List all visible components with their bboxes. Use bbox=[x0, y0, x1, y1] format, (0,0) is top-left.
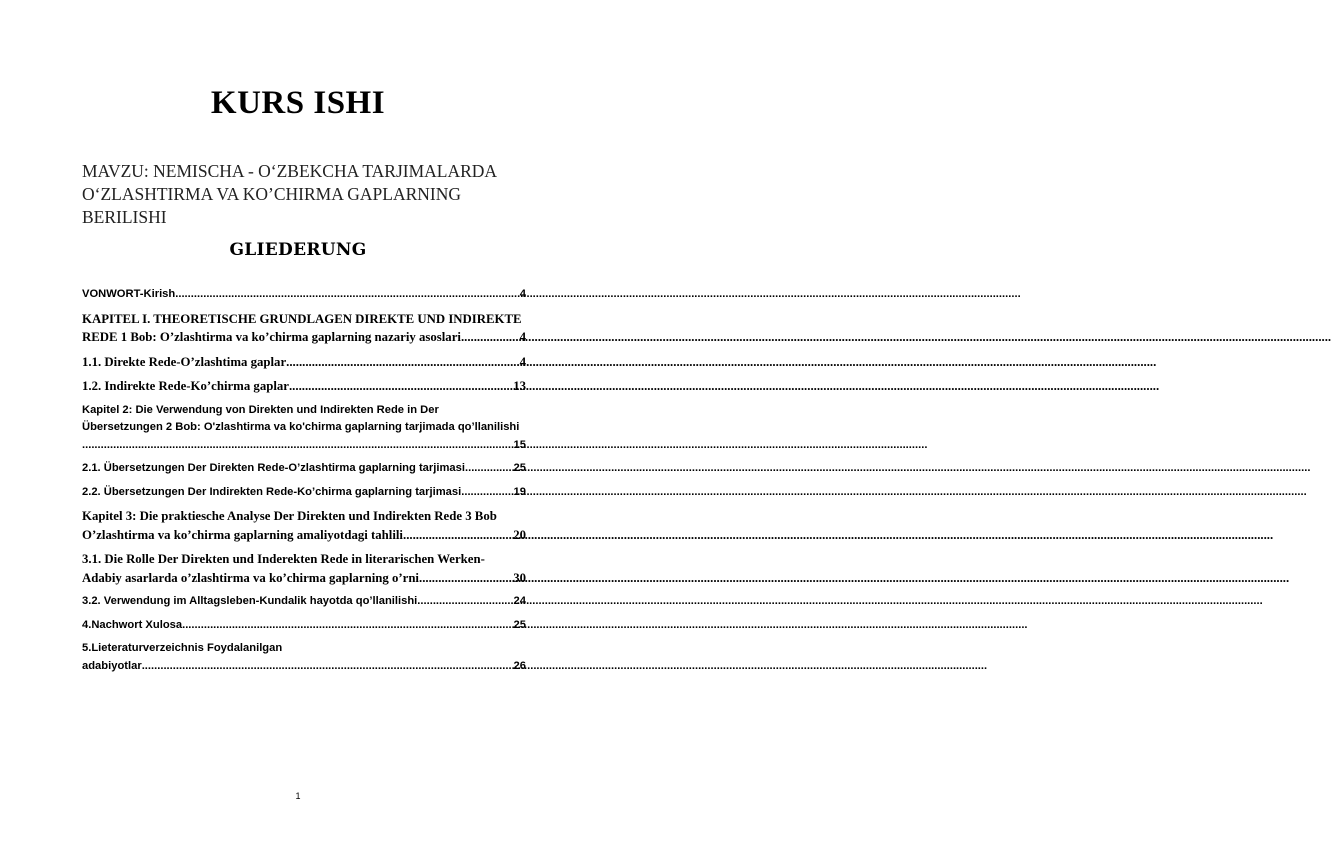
toc-entry-text: VONWORT-Kirish bbox=[82, 288, 176, 300]
page-number: 1 bbox=[295, 791, 301, 801]
toc-entry-leader-line bbox=[82, 286, 526, 304]
toc-entry-text: 4.Nachwort Xulosa bbox=[82, 618, 183, 631]
topic-line: BERILISHI bbox=[82, 207, 167, 227]
toc-entry-leader-line bbox=[82, 658, 526, 676]
toc-entry-leader-line bbox=[82, 617, 526, 635]
toc-entry-line: 3.1. Die Rolle Der Direkten und Inderekten Rede in literarischen Werken- bbox=[82, 552, 485, 566]
toc-entry-leader-line bbox=[82, 593, 526, 611]
toc-entry-text: 2.2. Übersetzungen Der Indirekten Rede-Ko’chirma gaplarning tarjimasi bbox=[82, 485, 462, 498]
toc-entry-leader-line bbox=[82, 484, 526, 502]
toc-dot-leader bbox=[461, 328, 520, 347]
toc-entry-line: Übersetzungen 2 Bob: O'zlashtirma va ko'chirma gaplarning tarjimada qo’llanilishi bbox=[82, 421, 520, 433]
toc-page-number: 4 bbox=[519, 330, 526, 344]
topic-line: MAVZU: NEMISCHA - O‘ZBEKCHA TARJIMALARDA bbox=[82, 161, 498, 181]
toc-entry-text: 1.1. Direkte Rede-O’zlashtima gaplar bbox=[82, 354, 287, 369]
toc-entry[interactable] bbox=[82, 377, 526, 396]
toc-page-number: 19 bbox=[513, 485, 526, 498]
toc-dot-leader bbox=[461, 484, 513, 502]
toc-entry-text: REDE 1 Bob: O’zlashtirma va ko’chirma gaplarning nazariy asoslari bbox=[82, 330, 461, 344]
toc-dot-leader bbox=[182, 617, 513, 635]
toc-entry-leader-line bbox=[82, 526, 526, 545]
toc-entry-leader-line bbox=[82, 353, 526, 372]
toc-entry-line: KAPITEL I. THEORETISCHE GRUNDLAGEN DIREKTE UND INDIREKTE bbox=[82, 311, 522, 326]
toc-entry[interactable] bbox=[82, 402, 526, 455]
toc-page-number: 26 bbox=[513, 659, 526, 672]
toc-entry-line: Kapitel 2: Die Verwendung von Direkten und Indirekten Rede in Der bbox=[82, 403, 439, 416]
toc-entry-text: 3.2. Verwendung im Alltagsleben-Kundalik hayotda qo’llanilishi bbox=[82, 595, 418, 607]
toc-entry[interactable] bbox=[82, 640, 526, 675]
toc-page-number: 30 bbox=[513, 570, 526, 585]
toc-page-number: 20 bbox=[513, 527, 526, 542]
toc-page-number: 25 bbox=[513, 618, 526, 631]
toc-entry-text: 1.2. Indirekte Rede-Ko’chirma gaplar bbox=[82, 379, 289, 393]
toc-entry-text: 2.1. Übersetzungen Der Direkten Rede-O’zlashtirma gaplarning tarjimasi bbox=[82, 462, 465, 474]
table-of-contents bbox=[82, 286, 526, 681]
toc-page-number: 24 bbox=[513, 595, 526, 607]
contents-heading: GLIEDERUNG bbox=[229, 240, 367, 260]
toc-entry-leader-line bbox=[82, 569, 526, 588]
toc-entry[interactable] bbox=[82, 507, 526, 544]
toc-dot-leader bbox=[286, 353, 519, 372]
toc-entry[interactable] bbox=[82, 617, 526, 635]
toc-page-number: 4 bbox=[519, 354, 526, 369]
toc-dot-leader bbox=[175, 286, 520, 304]
toc-dot-leader bbox=[403, 526, 513, 545]
toc-entry-leader-line bbox=[82, 437, 526, 455]
document-title: KURS ISHI bbox=[210, 85, 386, 121]
toc-page-number: 4 bbox=[519, 288, 526, 300]
toc-entry[interactable] bbox=[82, 310, 526, 347]
toc-dot-leader bbox=[289, 377, 513, 396]
toc-dot-leader bbox=[142, 658, 514, 676]
toc-entry[interactable] bbox=[82, 593, 526, 611]
toc-entry[interactable] bbox=[82, 286, 526, 304]
toc-page-number: 15 bbox=[513, 438, 526, 451]
toc-entry[interactable] bbox=[82, 460, 526, 478]
toc-entry-leader-line bbox=[82, 460, 526, 478]
toc-page-number: 25 bbox=[513, 462, 526, 474]
toc-page-number: 13 bbox=[513, 379, 526, 393]
toc-entry-leader-line bbox=[82, 377, 526, 396]
toc-entry-text: adabiyotlar bbox=[82, 659, 142, 672]
toc-entry-line: 5.Lieteraturverzeichnis Foydalanilgan bbox=[82, 642, 283, 654]
toc-entry[interactable] bbox=[82, 550, 526, 587]
document-page bbox=[0, 0, 596, 842]
toc-dot-leader bbox=[82, 437, 514, 455]
toc-entry[interactable] bbox=[82, 484, 526, 502]
toc-entry-text: O’zlashtirma va ko’chirma gaplarning amaliyotdagi tahlili bbox=[82, 527, 403, 542]
toc-entry-leader-line bbox=[82, 328, 526, 347]
toc-entry-text: Adabiy asarlarda o’zlashtirma va ko’chirma gaplarning o’rni bbox=[82, 570, 419, 585]
toc-dot-leader bbox=[419, 569, 513, 588]
toc-entry-line: Kapitel 3: Die praktiesche Analyse Der Direkten und Indirekten Rede 3 Bob bbox=[82, 509, 497, 523]
topic-line: O‘ZLASHTIRMA VA KO’CHIRMA GAPLARNING bbox=[82, 184, 462, 204]
toc-dot-leader bbox=[465, 460, 514, 478]
toc-entry[interactable] bbox=[82, 353, 526, 372]
topic-heading bbox=[82, 160, 522, 229]
toc-dot-leader bbox=[417, 593, 513, 611]
